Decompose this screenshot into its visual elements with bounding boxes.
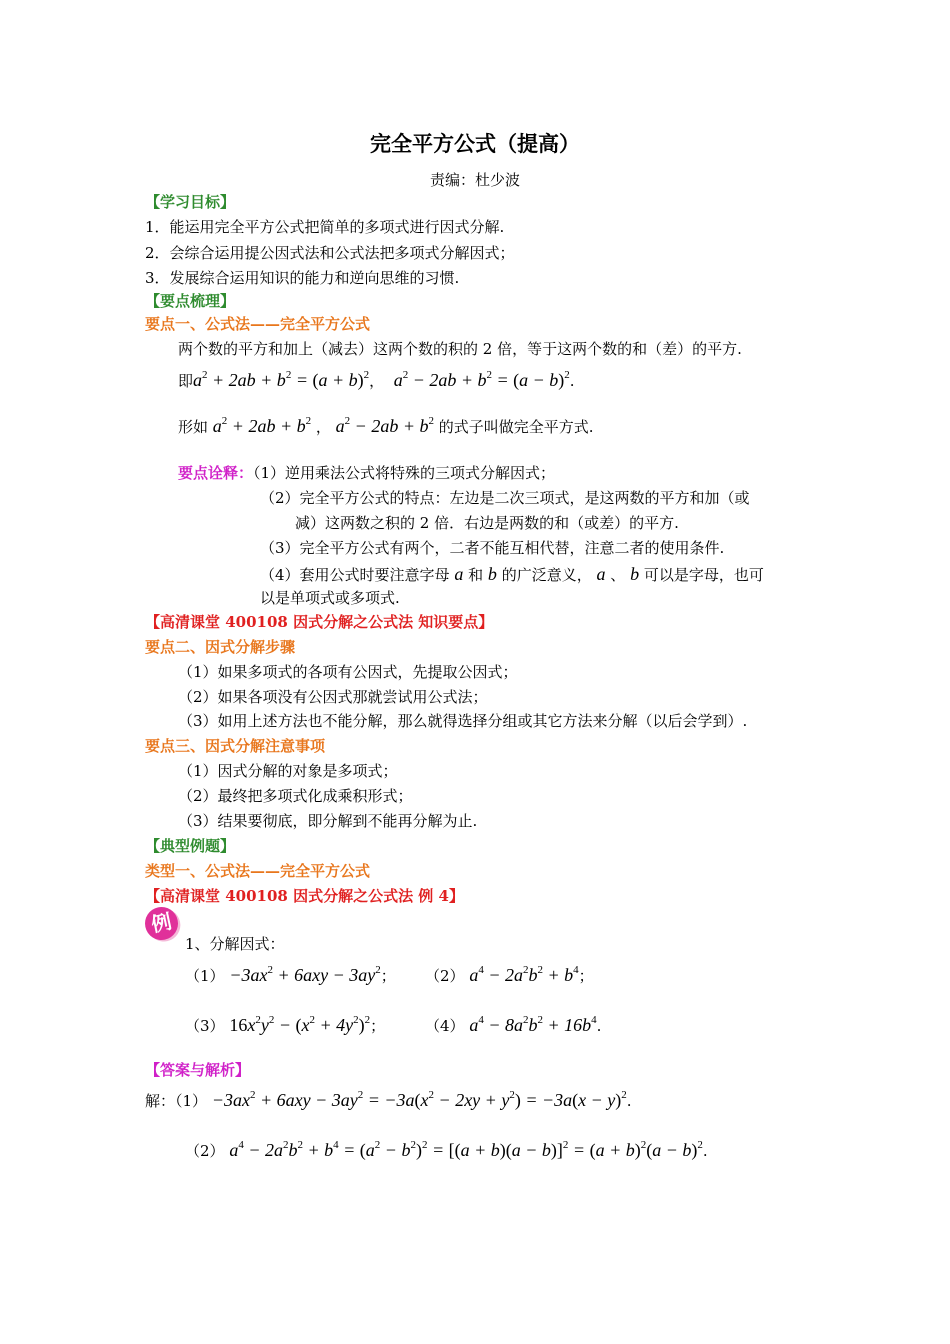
form-expr-1: $a^2 + 2ab + b^2$ — [212, 415, 312, 436]
section-examples: 【典型例题】 — [145, 837, 236, 855]
solution-2-num: （2） — [185, 1142, 225, 1160]
problem-row-4: （4） $a^4 - 8a^2b^2 + 16b^4$. — [425, 1014, 602, 1035]
solution-1-expr: $-3ax^2 + 6axy - 3ay^2 = -3a(x^2 - 2xy + y^2) = -3a(x - y)^2$ — [211, 1089, 627, 1110]
solution-2-expr: $a^4 - 2a^2b^2 + b^4 = (a^2 - b^2)^2 = [(a + b)(a - b)]^2 = (a + b)^2(a - b)^2$ — [229, 1139, 703, 1160]
point-1-text: 两个数的平方和加上（减去）这两个数的积的 2 倍，等于这两个数的和（差）的平方. — [178, 340, 742, 358]
note-2b: 减）这两数之积的 2 倍．右边是两数的和（或差）的平方. — [295, 514, 679, 532]
step-2: （2）如果各项没有公因式那就尝试用公式法； — [178, 688, 488, 706]
point-1-title: 要点一、公式法——完全平方公式 — [145, 315, 371, 333]
solution-2: （2） $a^4 - 2a^2b^2 + b^4 = (a^2 - b^2)^2 = [(a + b)(a - b)]^2 = (a + b)^2(a - b)^2$. — [185, 1139, 708, 1160]
type-1-title: 类型一、公式法——完全平方公式 — [145, 862, 371, 880]
section-key-points: 【要点梳理】 — [145, 292, 236, 310]
goal-3: 3．发展综合运用知识的能力和逆向思维的习惯. — [145, 269, 460, 287]
solution-1-num: （1） — [175, 1092, 208, 1110]
problem-row-2: （2） $a^4 - 2a^2b^2 + b^4$； — [425, 964, 594, 985]
example-badge-icon: 例 — [142, 904, 181, 943]
xingru-tail: 的式子叫做完全平方式. — [438, 418, 594, 436]
note-1: （1）逆用乘法公式将特殊的三项式分解因式； — [253, 464, 556, 482]
jie-label: 解： — [145, 1092, 176, 1110]
page-title: 完全平方公式（提高） — [370, 131, 580, 156]
hd-class-link-2: 【高清课堂 400108 因式分解之公式法 例 4】 — [145, 887, 464, 905]
caution-1: （1）因式分解的对象是多项式； — [178, 762, 398, 780]
step-3: （3）如用上述方法也不能分解，那么就得选择分组或其它方法来分解（以后会学到）. — [178, 712, 748, 730]
hd-class-link-1: 【高清课堂 400108 因式分解之公式法 知识要点】 — [145, 613, 494, 631]
formula-diff-square: $a^2 - 2ab + b^2 = (a - b)^2$ — [393, 369, 570, 390]
point-2-title: 要点二、因式分解步骤 — [145, 638, 296, 656]
problem-3-expr: $16x^2y^2 - (x^2 + 4y^2)^2$ — [229, 1014, 371, 1035]
note-label: 要点诠释： — [178, 464, 254, 482]
problem-4-expr: $a^4 - 8a^2b^2 + 16b^4$ — [469, 1014, 597, 1035]
period: . — [569, 372, 575, 390]
formula-line — [178, 367, 575, 394]
problem-3-num: （3） — [185, 1017, 225, 1035]
section-answer: 【答案与解析】 — [145, 1061, 251, 1079]
problem-row-3: （3） $16x^2y^2 - (x^2 + 4y^2)^2$； — [185, 1014, 386, 1035]
point-3-title: 要点三、因式分解注意事项 — [145, 737, 326, 755]
step-1: （1）如果多项式的各项有公因式，先提取公因式； — [178, 663, 518, 681]
comma: ， — [369, 372, 385, 390]
formula-sum-square: $a^2 + 2ab + b^2 = (a + b)^2$ — [193, 369, 370, 390]
problem-row-1: $(1) -3ax^2 + 6axy - 3ay^2$； — [185, 964, 396, 985]
goal-2: 2．会综合运用提公因式法和公式法把多项式分解因式； — [145, 244, 515, 262]
problem-4-num: （4） — [425, 1017, 465, 1035]
problem-2-expr: $a^4 - 2a^2b^2 + b^4$ — [469, 964, 579, 985]
caution-2: （2）最终把多项式化成乘积形式； — [178, 787, 413, 805]
caution-3: （3）结果要彻底，即分解到不能再分解为止. — [178, 812, 478, 830]
note-4a: （4）套用公式时要注意字母 a 和 b 的广泛意义， a 、 b 可以是字母，也可 — [260, 564, 764, 584]
xingru-label: 形如 — [178, 418, 209, 436]
example-1-prompt: 1、分解因式： — [185, 935, 285, 953]
solution-1: 解：$(1) -3ax^2 + 6axy - 3ay^2 = -3a(x^2 - 2xy + y^2) = -3a(x - y)^2$. — [145, 1089, 632, 1110]
ji-label: 即 — [178, 372, 194, 390]
note-2a: （2）完全平方公式的特点：左边是二次三项式，是这两数的平方和加（或 — [260, 489, 750, 507]
form-expr-2: $a^2 - 2ab + b^2$ — [335, 415, 434, 436]
note-4b: 以是单项式或多项式. — [260, 589, 400, 607]
section-learning-goals: 【学习目标】 — [145, 193, 236, 211]
perfect-square-form-line: 形如 $a^2 + 2ab + b^2$ ， $a^2 - 2ab + b^2$ 的式子叫做完全平方式. — [178, 415, 594, 436]
problem-2-num: （2） — [425, 967, 465, 985]
problem-1-num: （1） — [185, 967, 225, 985]
note-3: （3）完全平方公式有两个，二者不能互相代替，注意二者的使用条件. — [260, 539, 725, 557]
editor-line: 责编：杜少波 — [429, 171, 520, 189]
goal-1: 1．能运用完全平方公式把简单的多项式进行因式分解. — [145, 218, 505, 236]
problem-1-expr: $-3ax^2 + 6axy - 3ay^2$ — [229, 964, 381, 985]
note-line-1 — [178, 463, 555, 483]
